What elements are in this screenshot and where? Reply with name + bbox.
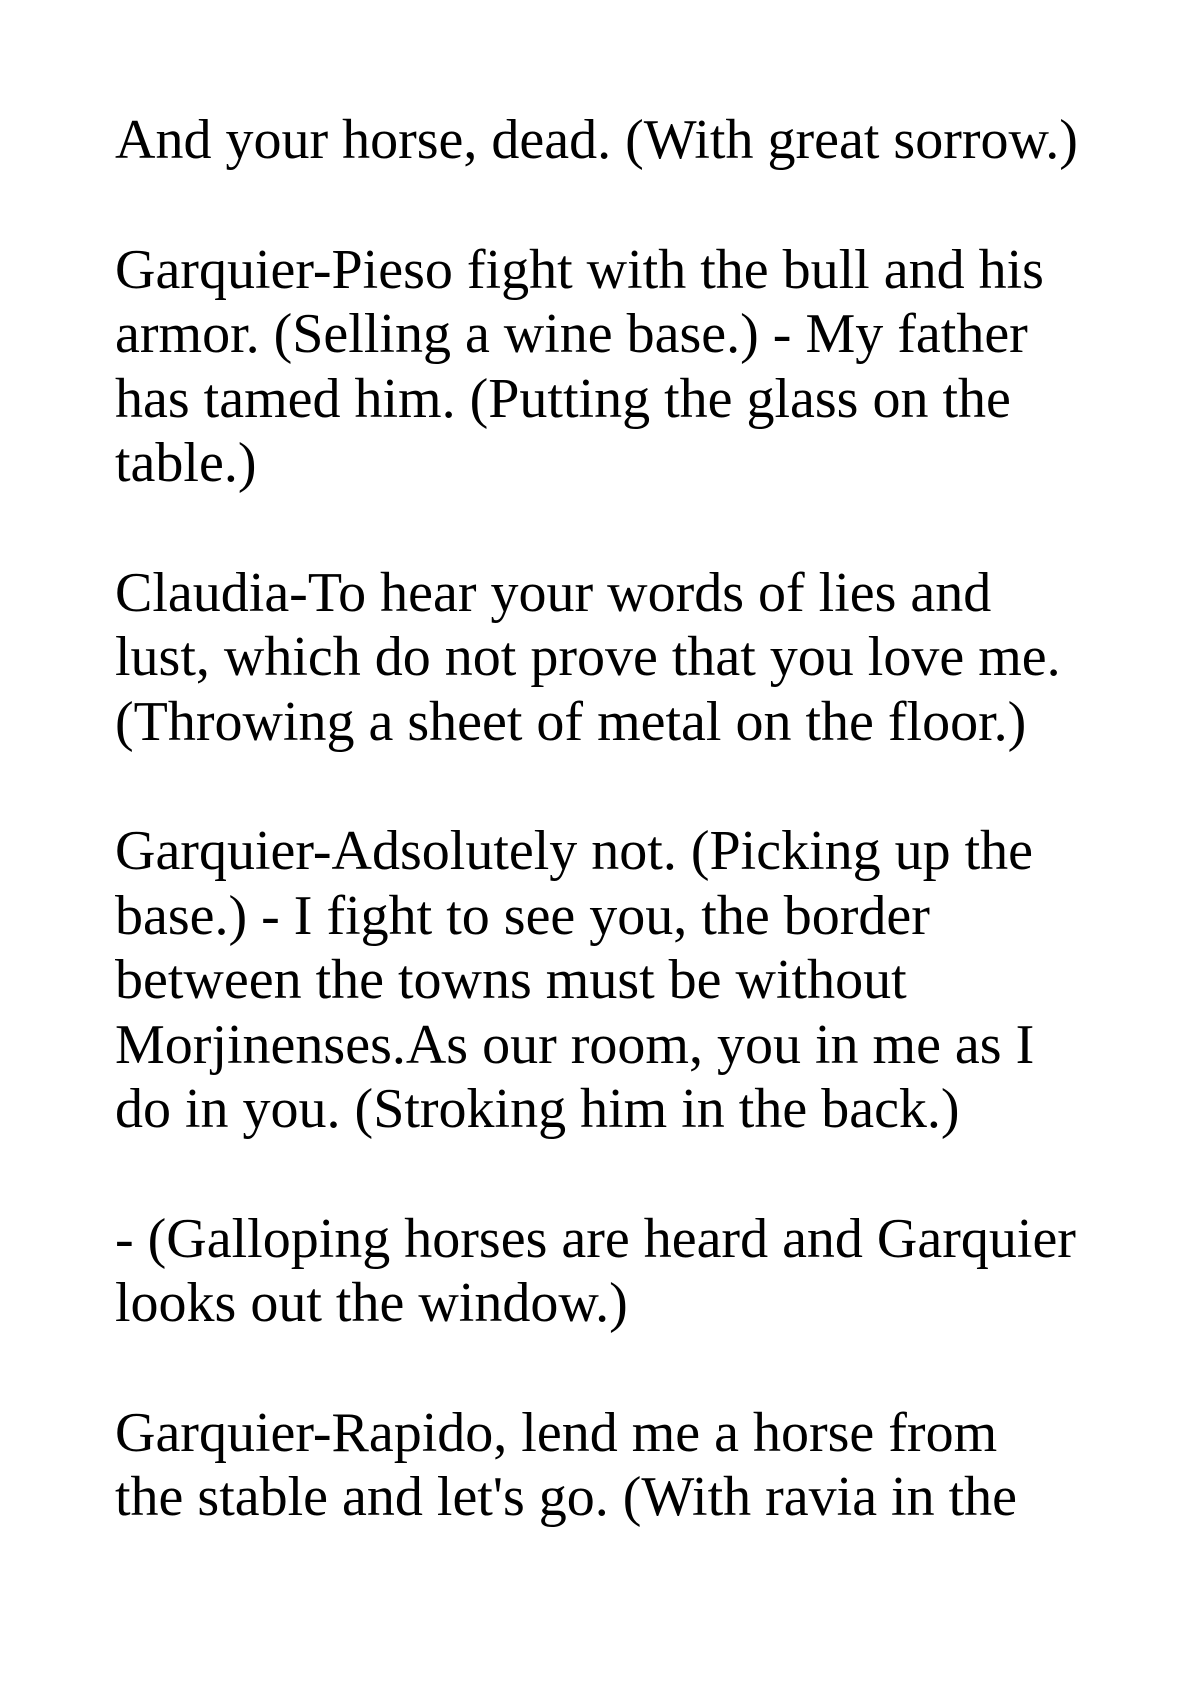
- text-line: the stable and let's go. (With ravia in the: [115, 1466, 1018, 1528]
- text-line: lust, which do not prove that you love me.: [115, 626, 1061, 688]
- text-line: (Throwing a sheet of metal on the floor.): [115, 690, 1027, 753]
- document-text: [115, 108, 1115, 1595]
- text-line: do in you. (Stroking him in the back.): [115, 1078, 960, 1140]
- text-line: has tamed him. (Putting the glass on the: [115, 367, 1011, 430]
- text-line: And your horse, dead. (With great sorrow.): [115, 109, 1078, 171]
- text-line: between the towns must be without: [115, 949, 907, 1011]
- paragraph: [115, 561, 1115, 755]
- text-line: - (Galloping horses are heard and Garquier: [115, 1207, 1076, 1270]
- text-line: looks out the window.): [115, 1272, 628, 1334]
- text-line: Garquier-Pieso fight with the bull and his: [115, 238, 1044, 301]
- paragraph: [115, 1207, 1115, 1336]
- paragraph: [115, 238, 1115, 496]
- text-line: base.) - I fight to see you, the border: [115, 884, 930, 947]
- paragraph: [115, 819, 1115, 1142]
- text-line: Garquier-Rapido, lend me a horse from: [115, 1401, 998, 1464]
- paragraph: [115, 1401, 1115, 1530]
- text-line: table.): [115, 432, 257, 494]
- paragraph: [115, 108, 1115, 173]
- text-line: Claudia-To hear your words of lies and: [115, 561, 992, 624]
- text-line: Garquier-Adsolutely not. (Picking up the: [115, 820, 1034, 882]
- text-line: armor. (Selling a wine base.) - My father: [115, 303, 1028, 365]
- text-line: Morjinenses.As our room, you in me as I: [115, 1013, 1035, 1076]
